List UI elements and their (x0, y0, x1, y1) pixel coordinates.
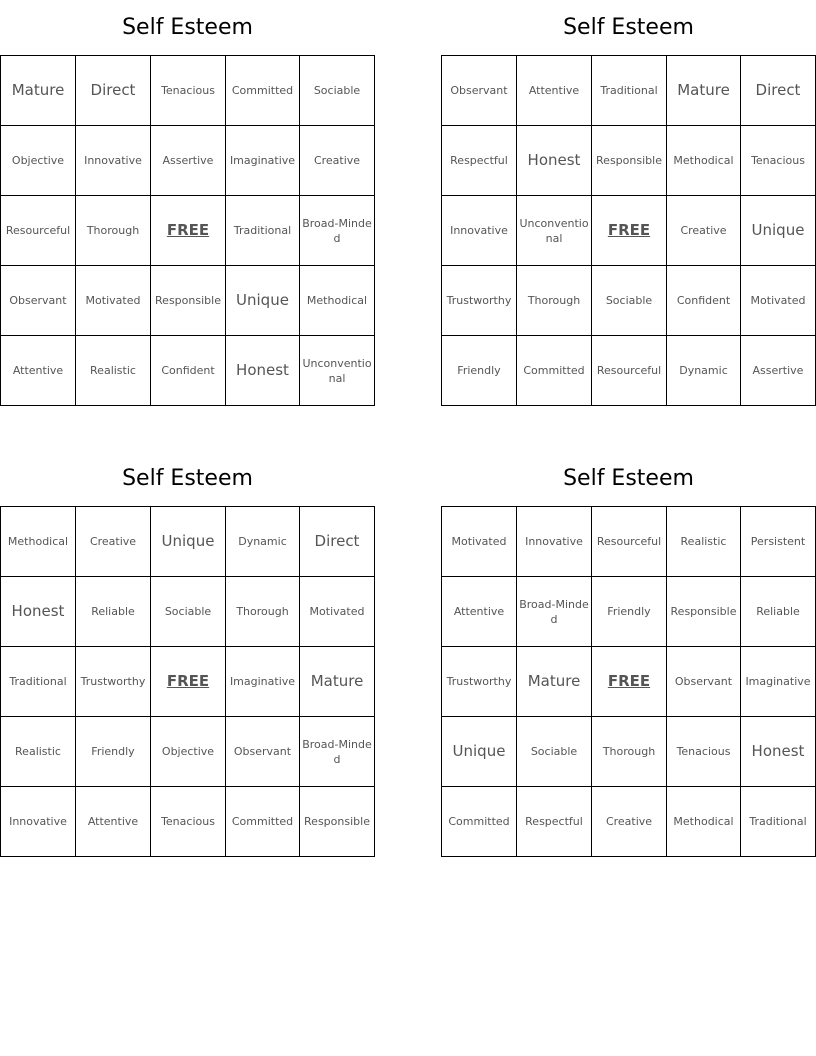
bingo-cell: Unique (442, 717, 517, 787)
bingo-cell: Confident (667, 266, 741, 336)
bingo-cell: Assertive (151, 126, 226, 196)
bingo-cell: Motivated (442, 507, 517, 577)
bingo-cell: Tenacious (741, 126, 816, 196)
bingo-cell: Attentive (76, 787, 151, 857)
bingo-cell: Respectful (517, 787, 592, 857)
bingo-cell: Innovative (1, 787, 76, 857)
bingo-cell: Innovative (517, 507, 592, 577)
bingo-cell: Reliable (741, 577, 816, 647)
card-title: Self Esteem (122, 15, 253, 40)
bingo-cell: Motivated (741, 266, 816, 336)
free-space-cell: FREE (592, 196, 667, 266)
bingo-cell: Trustworthy (442, 647, 517, 717)
bingo-cell: Imaginative (226, 126, 300, 196)
bingo-cell: Direct (76, 56, 151, 126)
bingo-cell: Unique (226, 266, 300, 336)
bingo-cell: Committed (226, 56, 300, 126)
bingo-cell: Attentive (442, 577, 517, 647)
bingo-cell: Objective (1, 126, 76, 196)
bingo-cell: Tenacious (667, 717, 741, 787)
bingo-cell: Responsible (667, 577, 741, 647)
bingo-cell: Attentive (1, 336, 76, 406)
bingo-cell: Thorough (592, 717, 667, 787)
bingo-cell: Creative (667, 196, 741, 266)
bingo-cell: Resourceful (1, 196, 76, 266)
bingo-cell: Unconventional (300, 336, 375, 406)
bingo-cell: Confident (151, 336, 226, 406)
bingo-card-4 (441, 451, 816, 857)
bingo-cell: Attentive (517, 56, 592, 126)
bingo-cell: Tenacious (151, 787, 226, 857)
bingo-cell: Resourceful (592, 507, 667, 577)
bingo-cell: Mature (1, 56, 76, 126)
bingo-cell: Mature (517, 647, 592, 717)
bingo-cell: Unique (151, 507, 226, 577)
bingo-cell: Resourceful (592, 336, 667, 406)
bingo-cell: Traditional (592, 56, 667, 126)
free-space-cell: FREE (592, 647, 667, 717)
bingo-grid (0, 506, 375, 857)
card-title: Self Esteem (563, 15, 694, 40)
bingo-cell: Observant (442, 56, 517, 126)
bingo-cell: Sociable (151, 577, 226, 647)
bingo-card-1 (0, 0, 375, 406)
bingo-cell: Innovative (76, 126, 151, 196)
bingo-cell: Sociable (517, 717, 592, 787)
bingo-cell: Broad-Minded (300, 717, 375, 787)
bingo-cell: Methodical (667, 787, 741, 857)
bingo-cell: Direct (300, 507, 375, 577)
bingo-cell: Committed (517, 336, 592, 406)
bingo-cell: Traditional (741, 787, 816, 857)
bingo-cell: Respectful (442, 126, 517, 196)
bingo-grid (0, 55, 375, 406)
bingo-cell: Friendly (592, 577, 667, 647)
bingo-cell: Mature (300, 647, 375, 717)
bingo-cell: Honest (226, 336, 300, 406)
bingo-cell: Realistic (76, 336, 151, 406)
bingo-cell: Honest (517, 126, 592, 196)
free-space-cell: FREE (151, 647, 226, 717)
bingo-cell: Thorough (76, 196, 151, 266)
bingo-cell: Sociable (300, 56, 375, 126)
bingo-cell: Motivated (76, 266, 151, 336)
bingo-cell: Methodical (667, 126, 741, 196)
bingo-cell: Imaginative (741, 647, 816, 717)
bingo-cell: Assertive (741, 336, 816, 406)
bingo-cell: Committed (226, 787, 300, 857)
bingo-cell: Responsible (151, 266, 226, 336)
bingo-cell: Committed (442, 787, 517, 857)
bingo-cell: Imaginative (226, 647, 300, 717)
bingo-cell: Tenacious (151, 56, 226, 126)
bingo-cell: Broad-Minded (517, 577, 592, 647)
bingo-cell: Honest (741, 717, 816, 787)
bingo-cell: Friendly (442, 336, 517, 406)
bingo-cell: Creative (300, 126, 375, 196)
bingo-cell: Sociable (592, 266, 667, 336)
bingo-cell: Direct (741, 56, 816, 126)
card-title: Self Esteem (122, 466, 253, 491)
bingo-cell: Traditional (1, 647, 76, 717)
bingo-cell: Methodical (1, 507, 76, 577)
bingo-cell: Observant (226, 717, 300, 787)
bingo-cell: Trustworthy (76, 647, 151, 717)
bingo-cell: Creative (592, 787, 667, 857)
bingo-grid (441, 506, 816, 857)
bingo-cell: Creative (76, 507, 151, 577)
bingo-card-2 (441, 0, 816, 406)
bingo-cell: Friendly (76, 717, 151, 787)
bingo-grid (441, 55, 816, 406)
bingo-cell: Mature (667, 56, 741, 126)
bingo-cell: Honest (1, 577, 76, 647)
bingo-cell: Dynamic (667, 336, 741, 406)
card-title: Self Esteem (563, 466, 694, 491)
bingo-cell: Trustworthy (442, 266, 517, 336)
bingo-cell: Objective (151, 717, 226, 787)
bingo-cell: Realistic (667, 507, 741, 577)
bingo-cell: Motivated (300, 577, 375, 647)
bingo-cell: Methodical (300, 266, 375, 336)
bingo-cell: Responsible (300, 787, 375, 857)
bingo-cell: Realistic (1, 717, 76, 787)
bingo-cell: Unconventional (517, 196, 592, 266)
bingo-cell: Unique (741, 196, 816, 266)
bingo-card-3 (0, 451, 375, 857)
bingo-cell: Responsible (592, 126, 667, 196)
bingo-cell: Traditional (226, 196, 300, 266)
bingo-cell: Dynamic (226, 507, 300, 577)
bingo-cell: Persistent (741, 507, 816, 577)
free-space-cell: FREE (151, 196, 226, 266)
bingo-cell: Thorough (517, 266, 592, 336)
bingo-cell: Innovative (442, 196, 517, 266)
bingo-cell: Reliable (76, 577, 151, 647)
bingo-cell: Broad-Minded (300, 196, 375, 266)
bingo-cell: Thorough (226, 577, 300, 647)
bingo-cell: Observant (1, 266, 76, 336)
bingo-cell: Observant (667, 647, 741, 717)
